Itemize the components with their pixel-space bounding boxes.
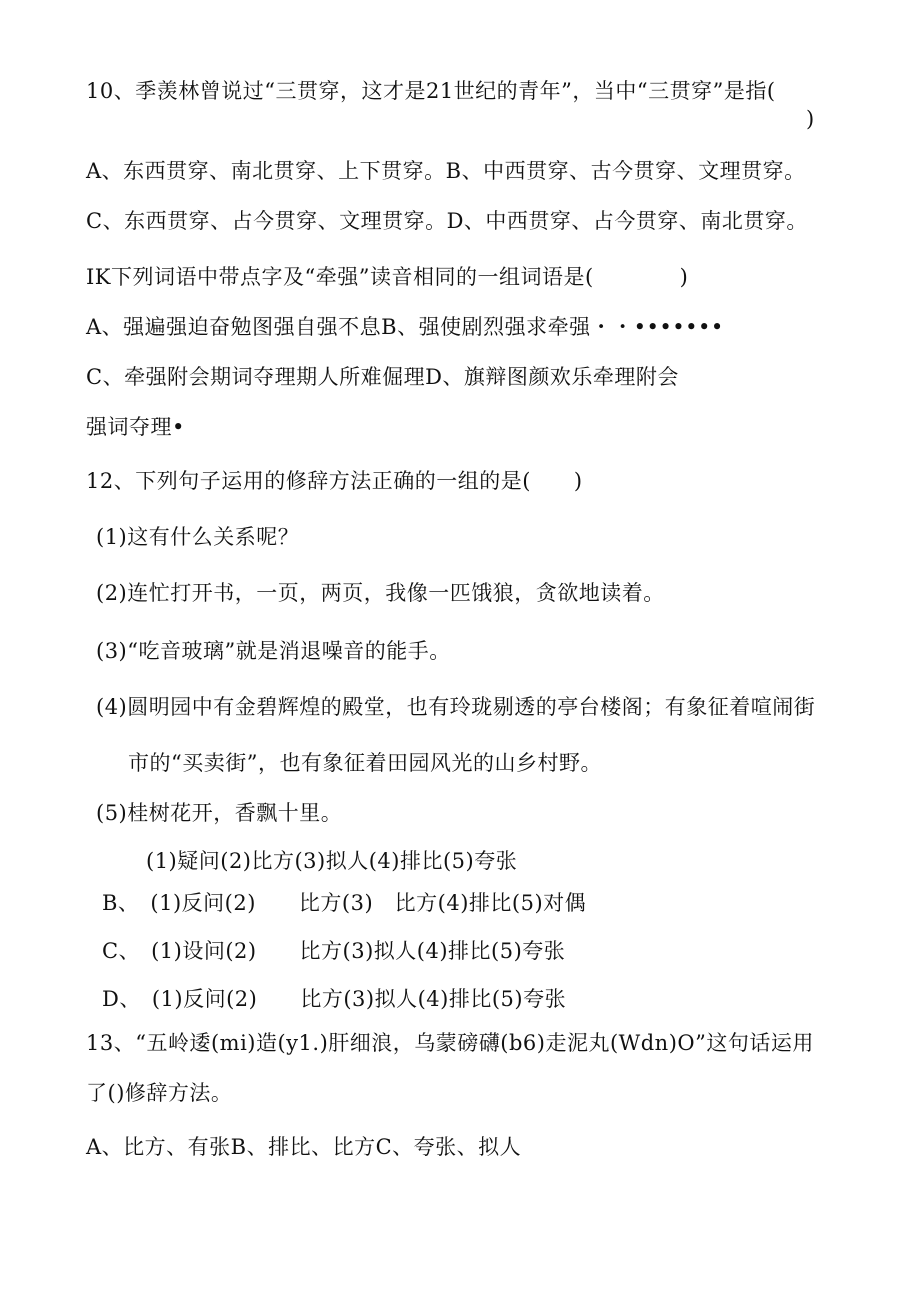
question-13-stem-continued: 了()修辞方法。 (86, 1081, 233, 1105)
question-12-sentence-4: (4)圆明园中有金碧辉煌的殿堂，也有玲珑剔透的亭台楼阁；有象征着喧闹街 (96, 695, 816, 719)
question-12-sentence-2: (2)连忙打开书，一页，两页，我像一匹饿狼，贪欲地读着。 (96, 581, 665, 605)
question-12-option-a: (1)疑问(2)比方(3)拟人(4)排比(5)夸张 (146, 849, 518, 873)
question-13-options: A、比方、有张B、排比、比方C、夸张、拟人 (86, 1135, 522, 1159)
question-12-option-c: C、 (1)设问(2) 比方(3)拟人(4)排比(5)夸张 (102, 939, 566, 963)
question-10-options-cd: C、东西贯穿、占今贯穿、文理贯穿。D、中西贯穿、占今贯穿、南北贯穿。 (86, 209, 808, 233)
question-13-stem: 13、“五岭逶(mi)造(y1.)肝细浪，乌蒙磅礴(b6)走泥丸(Wdn)O”这句话运用 (86, 1031, 814, 1055)
question-10-stem: 10、季羡林曾说过“三贯穿，这才是21世纪的青年”，当中“三贯穿”是指( (86, 79, 776, 103)
question-12-sentence-1: (1)这有什么关系呢？ (96, 525, 300, 549)
question-11-options-cd: C、牵强附会期词夺理期人所难倔理D、旗辩图颜欢乐牵理附会 (86, 365, 679, 389)
question-12-option-b: B、 (1)反问(2) 比方(3) 比方(4)排比(5)对偶 (102, 891, 587, 915)
question-12-stem: 12、下列句子运用的修辞方法正确的一组的是( ) (86, 469, 583, 493)
question-10-options-ab: A、东西贯穿、南北贯穿、上下贯穿。B、中西贯穿、古今贯穿、文理贯穿。 (86, 159, 806, 183)
question-11-stem: IK下列词语中带点字及“牵强”读音相同的一组词语是( ) (86, 265, 689, 289)
question-10-stem-end: ) (806, 107, 815, 131)
question-12-sentence-4-continued: 市的“买卖街”，也有象征着田园风光的山乡村野。 (128, 751, 602, 775)
question-11-options-ab: A、强遍强迫奋勉图强自强不息B、强使剧烈强求牵强・・••••••• (86, 315, 724, 339)
question-12-sentence-5: (5)桂树花开，香飘十里。 (96, 801, 343, 825)
question-12-sentence-3: (3)“吃音玻璃”就是消退噪音的能手。 (96, 639, 451, 663)
question-11-options-continued: 强词夺理• (86, 415, 185, 439)
question-12-option-d: D、 (1)反问(2) 比方(3)拟人(4)排比(5)夸张 (102, 987, 567, 1011)
